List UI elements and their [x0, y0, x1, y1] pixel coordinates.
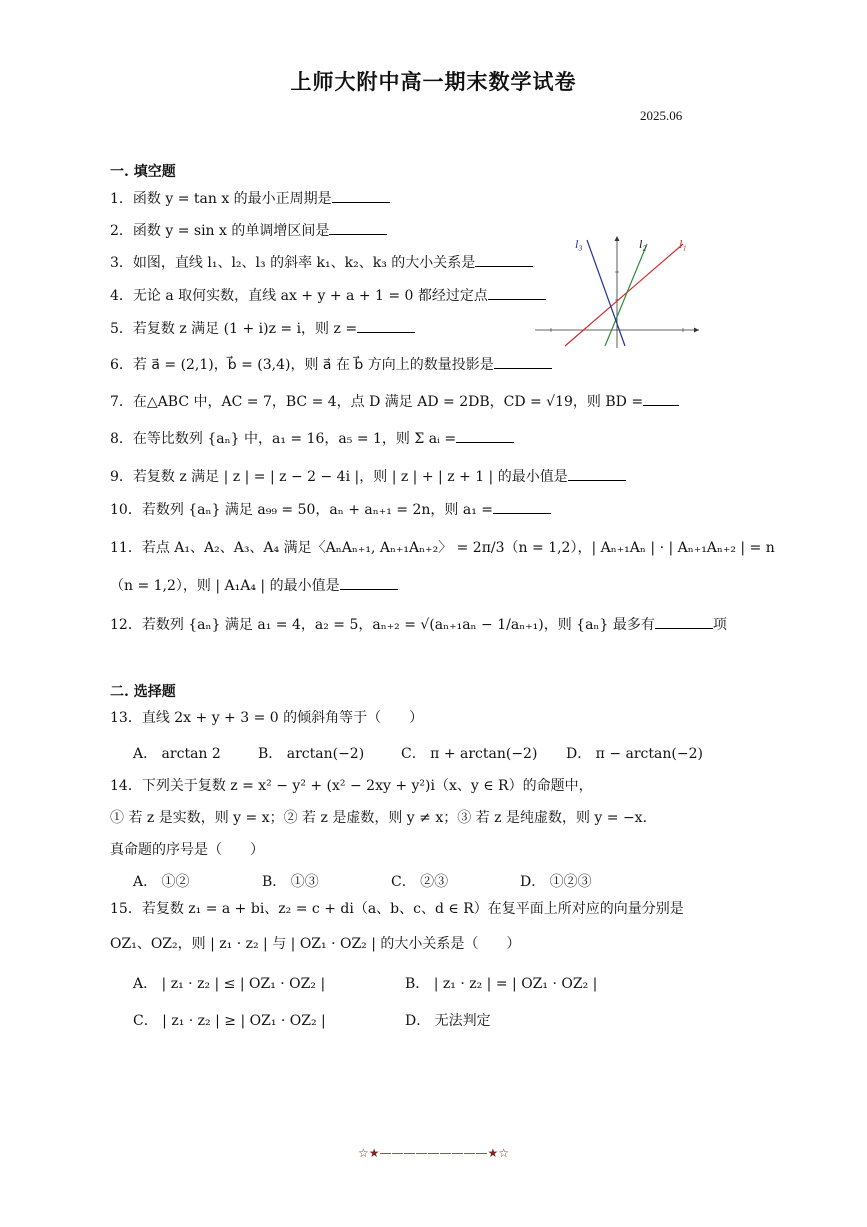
label-l1: l₁: [679, 237, 687, 251]
question-2: 2．函数 y = sin x 的单调增区间是: [110, 222, 387, 240]
line-l2: [605, 244, 647, 346]
q14-option-c: C． ②③: [391, 874, 449, 890]
q15-option-d: D． 无法判定: [405, 1013, 491, 1029]
answer-blank: [456, 430, 514, 443]
answer-blank: [340, 577, 398, 590]
question-11-line-2: （n = 1,2），则 | A₁A₄ | 的最小值是: [110, 577, 398, 595]
question-15: 15．若复数 z₁ = a + bi、z₂ = c + di（a、b、c、d ∈ R）在复平面上所对应的向量分别是: [110, 901, 684, 917]
question-8: 8．在等比数列 {aₙ} 中，a₁ = 16，a₅ = 1，则 Σ aᵢ =: [110, 430, 514, 448]
answer-blank: [493, 501, 551, 514]
question-13: 13．直线 2x + y + 3 = 0 的倾斜角等于（ ）: [110, 710, 424, 726]
q13-option-d: D． π − arctan(−2): [566, 746, 703, 762]
question-10: 10．若数列 {aₙ} 满足 a₉₉ = 50，aₙ + aₙ₊₁ = 2n，则 a₁ =: [110, 501, 551, 519]
q15-option-b: B． | z₁ · z₂ | = | OZ₁ · OZ₂ |: [405, 976, 598, 992]
answer-blank: [329, 222, 387, 235]
q15-option-a: A． | z₁ · z₂ | ≤ | OZ₁ · OZ₂ |: [133, 976, 326, 992]
q13-option-b: B． arctan(−2): [258, 746, 365, 762]
question-4: 4．无论 a 取何实数，直线 ax + y + a + 1 = 0 都经过定点: [110, 287, 546, 305]
question-6: 6．若 a⃗ = (2,1)，b⃗ = (3,4)，则 a⃗ 在 b⃗ 方向上的数量投影是: [110, 356, 552, 374]
page-title: 上师大附中高一期末数学试卷: [290, 69, 577, 94]
section-choice-heading: 二. 选择题: [110, 684, 176, 700]
q14-option-b: B． ①③: [262, 874, 319, 890]
question-14: 14．下列关于复数 z = x² − y² + (x² − 2xy + y²)i（x、y ∈ R）的命题中，: [110, 778, 593, 794]
question-14-statements: ① 若 z 是实数，则 y = x；② 若 z 是虚数，则 y ≠ x；③ 若 z 是纯虚数，则 y = −x．: [110, 810, 657, 826]
line-l1: [565, 244, 683, 346]
question-5: 5．若复数 z 满足 (1 + i)z = i，则 z =: [110, 320, 415, 338]
answer-blank: [332, 190, 390, 203]
question-9: 9．若复数 z 满足 | z | = | z − 2 − 4i |，则 | z | + | z + 1 | 的最小值是: [110, 468, 626, 486]
answer-blank: [568, 468, 626, 481]
question-14-prompt: 真命题的序号是（ ）: [110, 842, 264, 858]
label-l2: l₂: [639, 237, 647, 251]
q13-option-c: C． π + arctan(−2): [401, 746, 538, 762]
answer-blank: [475, 254, 533, 267]
answer-blank: [655, 616, 713, 629]
y-axis-arrow: [615, 236, 620, 241]
exam-date: 2025.06: [640, 108, 683, 123]
q14-option-a: A． ①②: [133, 874, 190, 890]
question-1: 1．函数 y = tan x 的最小正周期是: [110, 190, 390, 208]
answer-blank: [494, 356, 552, 369]
question-11-line-1: 11．若点 A₁、A₂、A₃、A₄ 满足〈AₙAₙ₊₁, Aₙ₊₁Aₙ₊₂〉 = 2π/3（n = 1,2），| Aₙ₊₁Aₙ | · | Aₙ₊₁Aₙ₊₂ | = n: [110, 540, 775, 556]
question-15-line-2: OZ₁、OZ₂，则 | z₁ · z₂ | 与 | OZ₁ · OZ₂ | 的大小关系是（ ）: [110, 936, 521, 952]
slope-lines-figure: [533, 232, 703, 350]
question-7: 7．在△ABC 中，AC = 7，BC = 4，点 D 满足 AD = 2DB，CD = √19，则 BD =: [110, 393, 679, 411]
x-axis-arrow: [694, 328, 699, 333]
question-3: 3．如图，直线 l₁、l₂、l₃ 的斜率 k₁、k₂、k₃ 的大小关系是: [110, 254, 533, 272]
q13-option-a: A． arctan 2: [133, 746, 221, 762]
answer-blank: [643, 393, 679, 406]
answer-blank: [357, 320, 415, 333]
section-fill-in-heading: 一. 填空题: [110, 164, 176, 180]
q14-option-d: D． ①②③: [520, 874, 592, 890]
label-l3: l₃: [575, 237, 583, 251]
q15-option-c: C． | z₁ · z₂ | ≥ | OZ₁ · OZ₂ |: [133, 1013, 326, 1029]
page-footer-ornament: ☆★—————————★☆: [357, 1146, 510, 1160]
question-12: 12．若数列 {aₙ} 满足 a₁ = 4，a₂ = 5，aₙ₊₂ = √(aₙ₊₁aₙ − 1/aₙ₊₁)，则 {aₙ} 最多有 项: [110, 617, 727, 633]
